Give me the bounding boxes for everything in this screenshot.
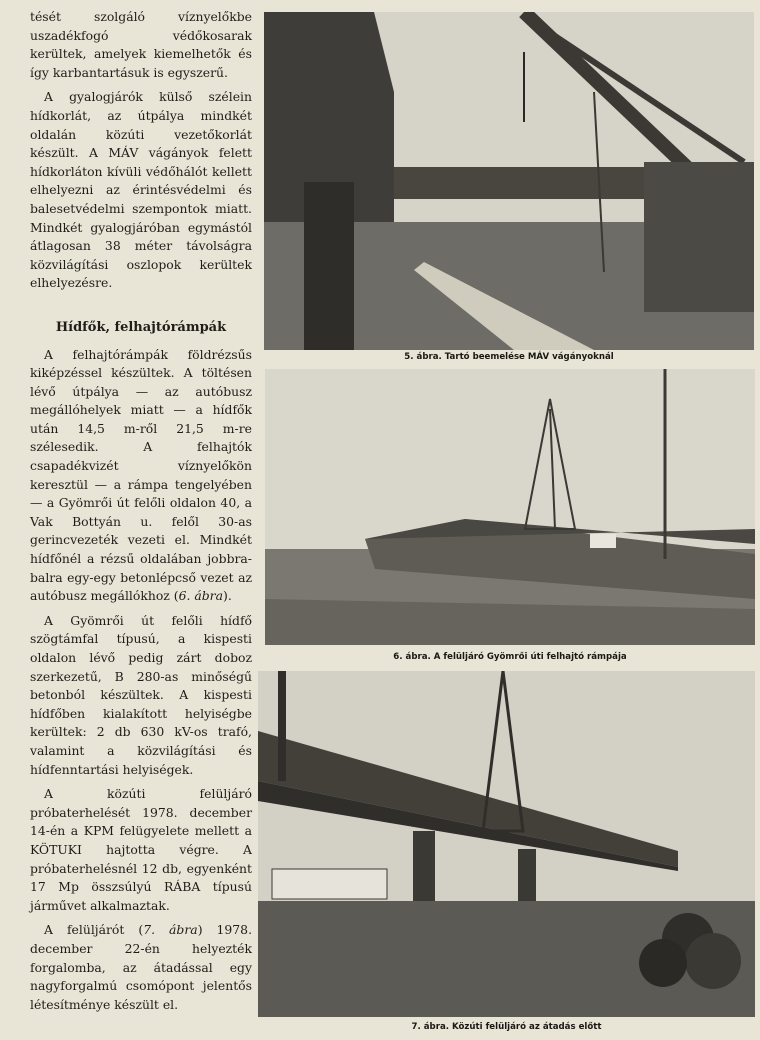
figure-5-caption: 5. ábra. Tartó beemelése MÁV vágányoknál	[404, 352, 614, 362]
text-column	[30, 8, 252, 1020]
paragraph	[30, 921, 252, 1014]
section-heading: Hídfők, felhajtórámpák	[55, 319, 227, 335]
paragraph: A közúti felüljáró próbaterhelését 1978. december 14-én a KPM felügyelete mellett a KÖTUKI hajtotta végre. A próbaterhelésnél 12 db, egyenként 17 Mp összsúlyú RÁBA típusú járművet alkalmaztak.	[30, 786, 252, 913]
paragraph: tését szolgáló víznyelőkbe uszadékfogó védőkosarak kerültek, amelyek kiemelhetők és így karbantartásuk is egyszerű.	[30, 9, 252, 80]
figure-reference: 6. ábra	[178, 588, 223, 604]
figure-6-caption: 6. ábra. A felüljáró Gyömrői úti felhajtó rámpája	[393, 652, 627, 662]
paragraph: A gyalogjárók külső szélein hídkorlát, az útpálya mindkét oldalán közúti vezetőkorlát készült. A MÁV vágányok felett hídkorláton kívüli védőhálót kellett elhelyezni az érintésvédelmi és balesetvédelmi szempontok miatt. Mindkét gyalogjáróban egymástól átlagosan 38 méter távolságra közvilágítási oszlopok kerültek elhelyezésre.	[30, 89, 252, 291]
paragraph-text: A felüljárót (	[44, 922, 144, 938]
paragraph	[30, 346, 252, 606]
paragraph-text: A felhajtórámpák földrézsűs kiképzéssel készültek. A töltésen lévő útpálya — az autóbusz megállóhelyek miatt — a hídfők után 14,5 m-ről 21,5 m-re szélesedik. A felhajtók csapadékvizét víznyelőkön keresztül — a rámpa tengelyében — a Gyömrői út felőli oldalon 40, a Vak Bottyán u. felől 30-as gerincvezeték vezeti el. Mindkét hídfőnél a rézsű oldalában jobbra-balra egy-egy betonlépcső vezet az autóbusz megállókhoz (	[30, 346, 252, 604]
paragraph-text: ).	[222, 588, 232, 604]
figure-7-photo	[258, 671, 755, 1017]
figure-5-photo	[264, 12, 754, 350]
paragraph: A Gyömrői út felőli hídfő szögtámfal típusú, a kispesti oldalon lévő pedig zárt doboz szerkezetű, B 280-as minőségű betonból készültek. A kispesti hídfőben kialakított helyiségbe kerültek: 2 db 630 kV-os trafó, valamint a közvilágítási és hídfenntartási helyiségek.	[30, 612, 252, 777]
figure-7-caption: 7. ábra. Közúti felüljáró az átadás előtt	[411, 1022, 602, 1032]
figure-6-photo	[265, 369, 755, 645]
paragraph-text: ) 1978. december 22-én helyezték forgalomba, az átadással egy nagyforgalmú csomópont jelentős létesítménye készült el.	[30, 922, 253, 1012]
figure-reference: 7. ábra	[143, 922, 198, 938]
